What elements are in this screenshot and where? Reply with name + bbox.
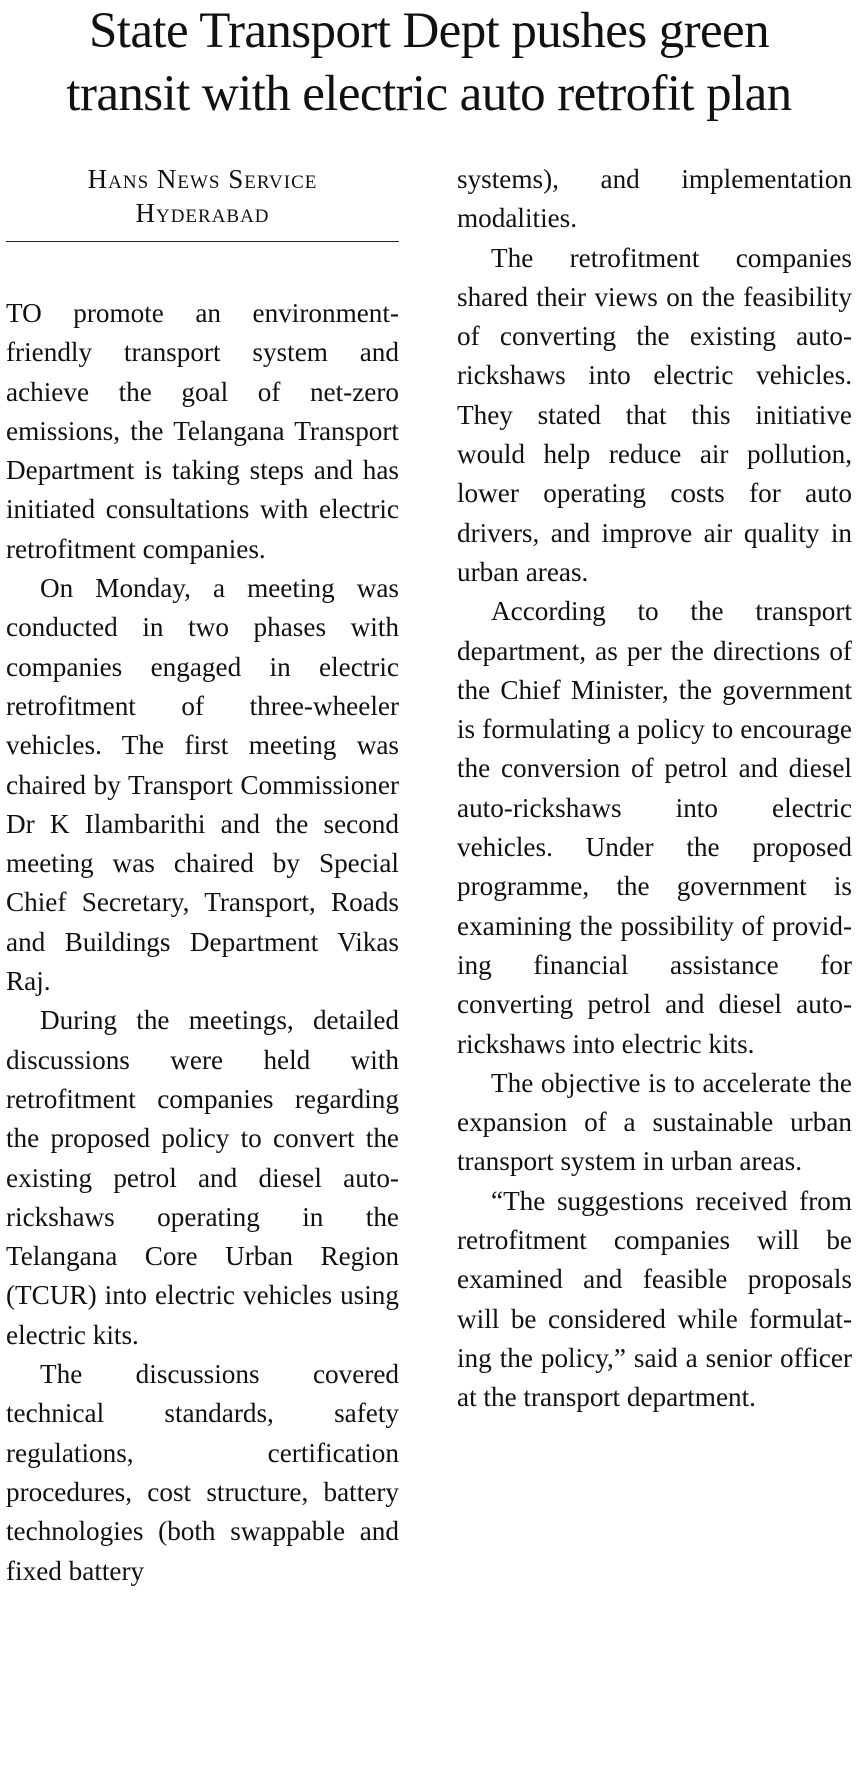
article-left-column <box>6 162 399 1591</box>
headline <box>0 0 858 126</box>
headline-line-2: transit with electric auto retrofit plan <box>66 66 792 122</box>
paragraph-continued: systems), and implementation modalities. <box>457 164 852 234</box>
paragraph: During the meetings, detailed discussions were held with retrofitment companies regarding the proposed policy to convert the existing petrol and diesel auto-rickshaws operating in the Telangana Core Urban Region (TCUR) into electric vehicles using electric kits. <box>6 1005 399 1350</box>
byline <box>6 162 399 294</box>
paragraph: The retrofitment companies shared their views on the feasibility of converting the existing auto-rickshaws into electric vehicles. They stated that this initiative would help reduce air pollution, lower operating costs for auto drivers, and improve air quality in urban areas. <box>457 242 852 587</box>
paragraph: TO promote an environment-friendly transport system and achieve the goal of net-zero emissions, the Telangana Transport Department is taking steps and has initiated consultations with electric retrofitment companies. <box>6 298 399 564</box>
paragraph: On Monday, a meeting was conducted in two phases with companies engaged in electric retrofitment of three-wheeler vehicles. The first meeting was chaired by Transport Commissioner Dr K Ilambarithi and the second meeting was chaired by Special Chief Secretary, Transport, Roads and Buildings Department Vikas Raj. <box>6 573 399 997</box>
byline-location: Hyderabad <box>135 198 270 228</box>
paragraph: The discussions covered technical standards, safety regulations, certification procedures, cost structure, battery technologies (both swappable and fixed battery <box>6 1359 399 1586</box>
byline-divider <box>6 241 399 242</box>
paragraph: According to the transport department, as per the directions of the Chief Minister, the government is formulating a policy to encourage the conversion of petrol and diesel auto-rickshaws into electric vehicles. Under the proposed programme, the government is examining the possibility of providing financial assistance for converting petrol and diesel auto-rickshaws into electric kits. <box>457 596 852 1059</box>
byline-agency: Hans News Service <box>87 164 318 194</box>
paragraph: “The suggestions received from retrofitment companies will be examined and feasible proposals will be considered while formulating the policy,” said a senior officer at the transport department. <box>457 1185 852 1413</box>
article-right-column <box>457 162 852 1418</box>
headline-line-1: State Transport Dept pushes green <box>89 3 769 59</box>
paragraph: The objective is to accelerate the expansion of a sustainable urban transport system in urban areas. <box>457 1067 852 1177</box>
